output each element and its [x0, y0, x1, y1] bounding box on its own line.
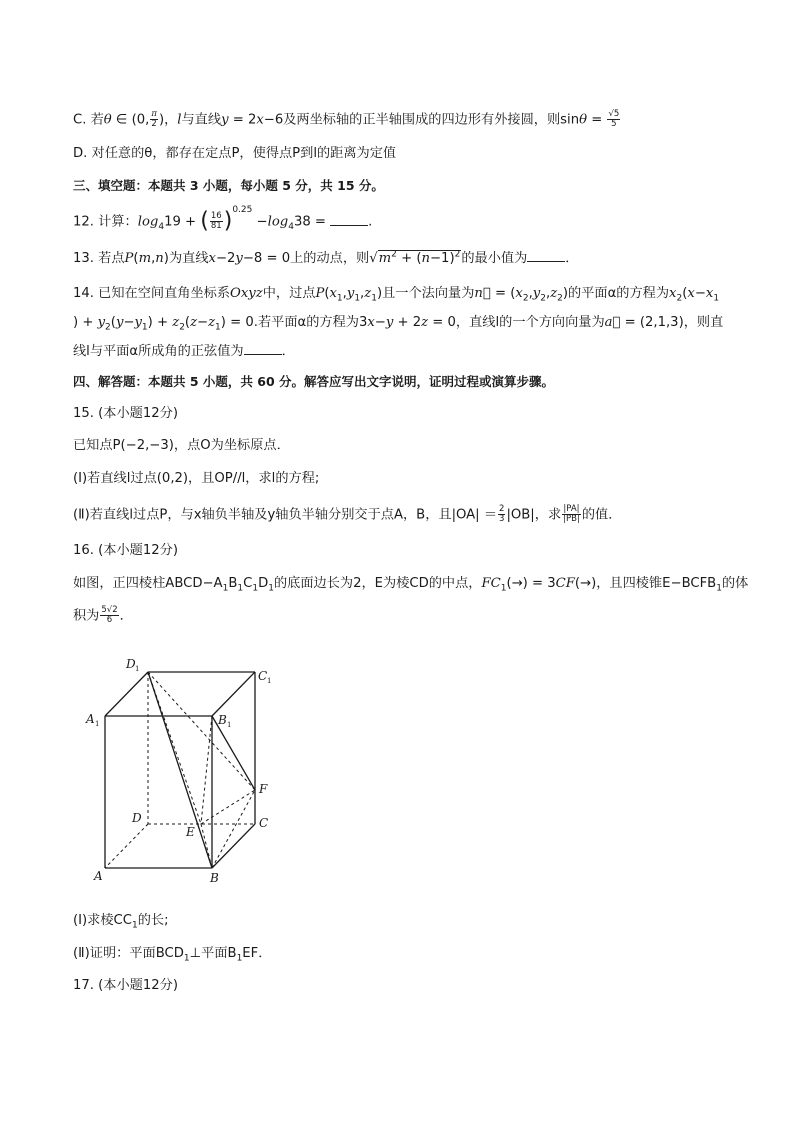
- answer-blank: [244, 354, 282, 355]
- label-c: C: [259, 816, 269, 830]
- question-14-line-2: ) + $y_2(y-y_1) + z_2(z-z_1) = 0$.若平面α的方程为3x−y + 2z = 0，直线l的一个方向向量为a⃗ = (2,1,3)，则直: [73, 315, 724, 333]
- question-12: 12. 计算：$\log_419$ + ( $\frac{16}{81}$ )$^{0.25} -\log_438$ = .: [73, 205, 373, 234]
- question-16-line-2: 积为 $\frac{5√2}{6}$ ．: [73, 605, 133, 625]
- label-b1: B: [218, 713, 227, 727]
- label-b: B: [210, 871, 219, 885]
- svg-text:1: 1: [95, 720, 100, 728]
- option-c-label: C. 若: [73, 112, 104, 128]
- question-15-intro: 已知点P(−2,−3)，点O为坐标原点．: [73, 438, 290, 453]
- label-f: F: [259, 782, 268, 796]
- label-a: A: [94, 869, 103, 883]
- question-14-line-3: 线l与平面α所成角的正弦值为 ．: [73, 344, 295, 359]
- question-16-line-1: 如图，正四棱柱$ABCD-A_1B_1C_1D_1$的底面边长为2，E为棱CD的中点，$FC_1(\to) = 3CF(\to)$，且四棱锥$E-BCFB_1$的体: [73, 576, 749, 594]
- question-15-part-1: (Ⅰ)若直线l过点(0,2)，且OP//l，求l的方程;: [73, 471, 320, 486]
- section-4-heading: 四、解答题：本题共 5 小题，共 60 分。解答应写出文字说明，证明过程或演算步骤。: [73, 374, 555, 389]
- label-d1: D: [126, 657, 136, 671]
- svg-text:1: 1: [267, 677, 272, 685]
- question-17-title: 17. (本小题12分): [73, 978, 178, 993]
- section-3-heading: 三、填空题：本题共 3 小题，每小题 5 分，共 15 分。: [73, 178, 384, 193]
- question-15-title: 15. (本小题12分): [73, 406, 178, 421]
- question-15-part-2: (Ⅱ)若直线l过点P，与x轴负半轴及y轴负半轴分别交于点A，B，且|OA| ＝ $\frac{2}{3}$ |OB|，求 $\frac{|PA|}{|PB|}$ 的值．: [73, 504, 622, 524]
- question-16-part-1: (Ⅰ)求棱$CC_1$的长;: [73, 913, 169, 931]
- label-d: D: [132, 811, 142, 825]
- answer-blank: [527, 261, 565, 262]
- question-14-line-1: 14. 已知在空间直角坐标系Oxyz中，过点$P(x_1,y_1,z_1)$且一个法向量为n⃗ = $(x_2,y_2,z_2)$的平面α的方程为$x_2(x-x_1$: [73, 286, 720, 304]
- question-16-part-2: (Ⅱ)证明：平面$BCD_1\perp$平面$B_1EF$．: [73, 946, 272, 964]
- prism-diagram: [80, 650, 290, 890]
- label-a1: A: [86, 712, 95, 726]
- svg-text:1: 1: [227, 721, 232, 729]
- answer-blank: [330, 225, 368, 226]
- svg-text:1: 1: [135, 665, 140, 673]
- label-c1: C: [258, 669, 268, 683]
- option-c: C. 若θ ∈ (0, $\frac{\pi}{2}$ )，l与直线y = 2x−6及两坐标轴的正半轴围成的四边形有外接圆，则sinθ = $\frac{√5}{5}$: [73, 109, 620, 129]
- prism-figure: [80, 650, 290, 890]
- option-d: D. 对任意的θ，都存在定点P，使得点P到l的距离为定值: [73, 146, 397, 161]
- label-e: E: [186, 825, 195, 839]
- question-16-title: 16. (本小题12分): [73, 543, 178, 558]
- question-13: 13. 若点P(m,n)为直线x−2y−8 = 0上的动点，则$√m^2 + (n-1)^2$的最小值为 ．: [73, 249, 579, 266]
